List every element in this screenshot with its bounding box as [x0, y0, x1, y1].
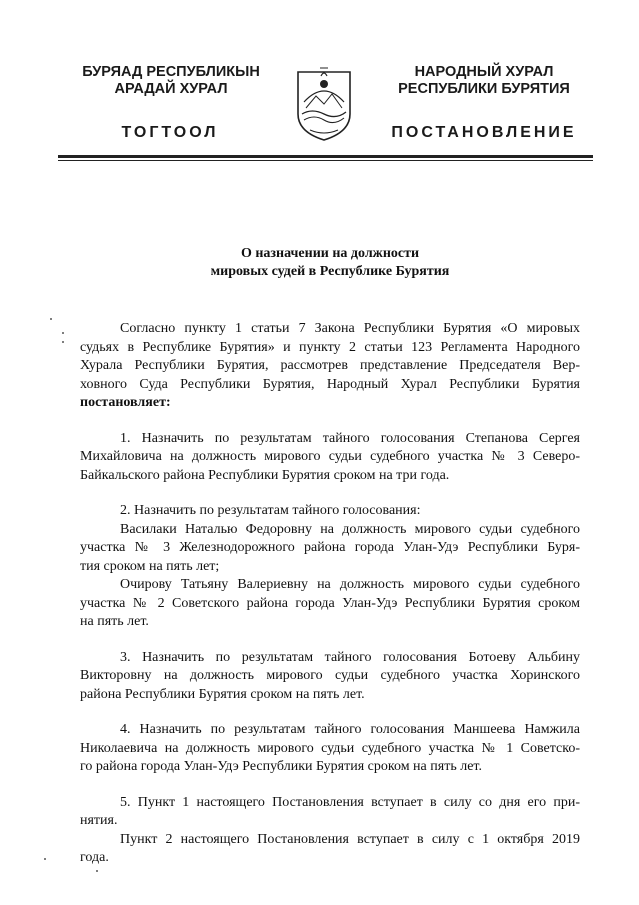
title-line1: О назначении на должности [240, 246, 420, 261]
header-right-org [370, 64, 598, 98]
header-left-org [60, 64, 282, 98]
doc-type-right: ПОСТАНОВЛЕНИЕ [391, 124, 577, 141]
preamble-line: Согласно пункту 1 статьи 7 Закона Республики Бурятия «О мировых [120, 321, 580, 336]
item-line: участка № 3 Железнодорожного района города Улан-Удэ Республики Буря- [80, 540, 580, 555]
scan-speck [62, 341, 64, 343]
item-line: 2. Назначить по результатам тайного голосования: [120, 503, 421, 518]
item-line: района Республики Бурятия сроком на пять лет. [80, 686, 365, 702]
header-right-line2: РЕСПУБЛИКИ БУРЯТИЯ [398, 81, 570, 97]
scan-speck [62, 332, 64, 334]
item-line: Очирову Татьяну Валериевну на должность мирового судьи судебного [120, 577, 580, 592]
item-2 [80, 502, 580, 632]
scan-speck [50, 318, 52, 320]
scan-speck [44, 858, 46, 860]
header-left-line2: АРАДАЙ ХУРАЛ [114, 81, 228, 97]
header-left-line1: БУРЯАД РЕСПУБЛИКЫН [82, 64, 260, 80]
title-line2: мировых судей в Республике Бурятия [210, 264, 450, 279]
header-rule-thick [58, 155, 593, 158]
preamble [80, 320, 580, 413]
item-line: Михайловича на должность мирового судьи судебного участка № 3 Северо- [80, 449, 580, 464]
item-line: тия сроком на пять лет; [80, 558, 220, 574]
item-line: 1. Назначить по результатам тайного голосования Степанова Сергея [120, 430, 580, 446]
preamble-line: судьях в Республике Бурятия» и пункту 2 статьи 123 Регламента Народного [80, 339, 580, 355]
coat-of-arms-icon [292, 62, 356, 142]
item-line: 3. Назначить по результатам тайного голосования Ботоеву Альбину [120, 649, 580, 665]
item-3 [80, 649, 580, 705]
item-line: Пункт 2 настоящего Постановления вступает в силу с 1 октября 2019 [120, 831, 580, 847]
item-line: Николаевича на должность мирового судьи судебного участка № 1 Советско- [80, 740, 580, 756]
header-rule-thin [58, 160, 593, 161]
doc-type-left: ТОГТООЛ [121, 124, 219, 141]
item-line: Василаки Наталью Федоровну на должность мирового судьи судебного [120, 521, 580, 537]
item-4 [80, 721, 580, 777]
item-line: Викторовну на должность мирового судьи судебного участка Хоринского [80, 668, 580, 683]
scan-speck [96, 870, 98, 872]
preamble-resolves: постановляет: [80, 395, 171, 410]
item-line: года. [80, 850, 109, 865]
item-line: 5. Пункт 1 настоящего Постановления вступает в силу со дня его при- [120, 794, 580, 810]
item-1 [80, 430, 580, 486]
document-body [80, 320, 580, 868]
item-line: 4. Назначить по результатам тайного голосования Маншеева Намжила [120, 722, 580, 737]
header-right-line1: НАРОДНЫЙ ХУРАЛ [414, 64, 554, 80]
item-5 [80, 794, 580, 868]
item-line: участка № 2 Советского района города Улан-Удэ Республики Бурятия сроком [80, 595, 580, 611]
item-line: Байкальского района Республики Бурятия сроком на три года. [80, 467, 450, 483]
preamble-line: ховного Суда Республики Бурятия, Народный Хурал Республики Бурятия [80, 376, 580, 392]
item-line: нятия. [80, 813, 118, 828]
item-line: го района города Улан-Удэ Республики Бурятия сроком на пять лет. [80, 759, 482, 774]
preamble-line: Хурала Республики Бурятия, рассмотрев представление Председателя Вер- [80, 358, 580, 373]
item-line: на пять лет. [80, 614, 149, 629]
document-title [150, 245, 510, 281]
